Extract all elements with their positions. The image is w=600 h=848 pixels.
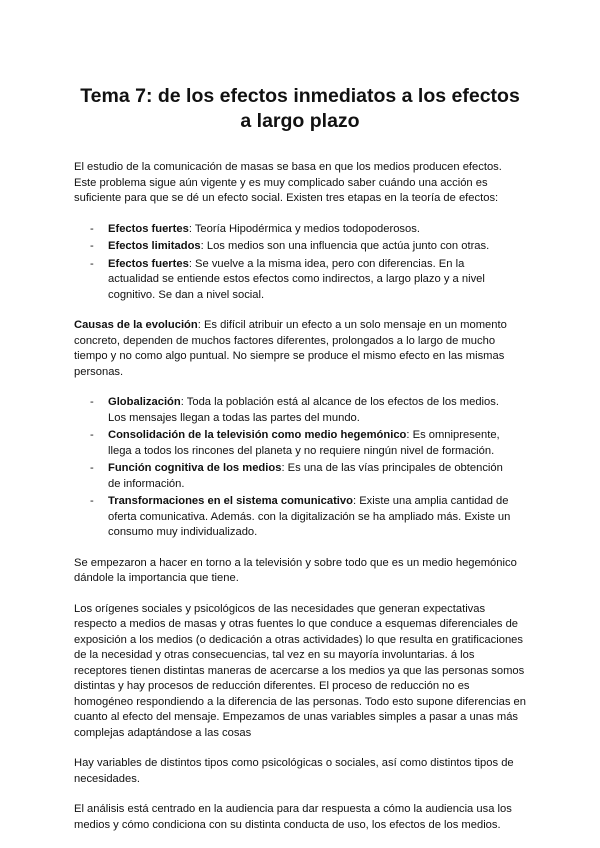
causes-paragraph	[74, 318, 526, 380]
bullet-dash: -	[90, 429, 94, 441]
causes-term: Causas de la evolución	[74, 319, 198, 331]
stages-list	[74, 222, 526, 304]
list-item-term: Transformaciones en el sistema comunicativo	[108, 495, 353, 507]
causes-list	[74, 395, 526, 541]
body-paragraph: Hay variables de distintos tipos como psicológicas o sociales, así como distintos tipos de necesidades.	[74, 757, 514, 785]
bullet-dash: -	[90, 396, 94, 408]
body-paragraph: El análisis está centrado en la audiencia para dar respuesta a cómo la audiencia usa los medios y cómo condiciona con su distinta conducta de uso, los efectos de los medios.	[74, 803, 512, 831]
list-item-text: : Se vuelve a la misma idea, pero con diferencias. En la actualidad se entiende estos efectos como indirectos, a largo plazo y a nivel cognitivo. Se dan a nivel social.	[108, 257, 485, 301]
list-item-term: Consolidación de la televisión como medio hegemónico	[108, 429, 407, 441]
bullet-dash: -	[90, 462, 94, 474]
list-item-text: : Es omnipresente, llega a todos los rincones del planeta y no requiere ningún nivel de formación.	[108, 429, 500, 457]
bullet-dash: -	[90, 222, 94, 235]
bullet-dash: -	[90, 495, 94, 507]
list-item-text: : Teoría Hipodérmica y medios todopoderosos.	[188, 222, 420, 235]
list-item-text: : Existe una amplia cantidad de oferta comunicativa. Además. con la digitalización se ha ampliado más. Existe un consumo muy individualizado.	[108, 495, 511, 538]
list-item	[90, 239, 516, 255]
intro-paragraph: El estudio de la comunicación de masas se basa en que los medios producen efectos. Este problema sigue aún vigente y es muy complicado saber cuándo una acción es suficiente para que se dé un efecto social. Existen tres etapas en la teoría de efectos:	[74, 161, 502, 204]
list-item	[90, 395, 516, 426]
list-item-term: Efectos fuertes	[108, 222, 189, 235]
list-item-term: Globalización	[108, 396, 181, 408]
bullet-dash: -	[90, 240, 94, 252]
list-item-term: Efectos limitados	[108, 240, 201, 252]
list-item	[90, 428, 516, 459]
body-paragraph: Los orígenes sociales y psicológicos de las necesidades que generan expectativas respecto a medios de masas y otras fuentes lo que conduce a esquemas diferenciales de exposición a los medios (o dedicación a otras actividades) lo que resulta en gratificaciones de la necesidad y otras consecuencias, tal vez en su mayoría involuntarias. á los receptores tienen distintas maneras de acercarse a los medios ya que las personas somos distintas y hay procesos de reducción diferentes. El proceso de reducción no es homogéneo respondiendo a la diferencia de las personas. Todo esto supone diferencias en cuanto al efecto del mensaje. Empezamos de unas variables simples a pasar a unas más complejas adaptándose a las cosas	[74, 602, 526, 739]
list-item-text: : Es una de las vías principales de obtención de información.	[108, 462, 503, 490]
body-paragraph: Se empezaron a hacer en torno a la televisión y sobre todo que es un medio hegemónico dándole la importancia que tiene.	[74, 556, 517, 584]
list-item-term: Función cognitiva de los medios	[108, 462, 282, 474]
list-item	[90, 461, 516, 492]
list-item	[90, 494, 516, 541]
list-item	[90, 222, 516, 238]
list-item-term: Efectos fuertes	[108, 257, 189, 270]
causes-text: : Es difícil atribuir un efecto a un solo mensaje en un momento concreto, dependen de muchos factores diferentes, prolongados a lo largo de mucho tiempo y no como algo puntual. No siempre se produce el mismo efecto en las mismas personas.	[74, 319, 507, 378]
list-item-text: : Los medios son una influencia que actúa junto con otras.	[200, 240, 490, 252]
list-item-text: : Toda la población está al alcance de los efectos de los medios. Los mensajes llegan a todas las partes del mundo.	[108, 396, 499, 424]
page-title: Tema 7: de los efectos inmediatos a los efectos a largo plazo	[80, 85, 520, 132]
list-item	[90, 257, 516, 304]
bullet-dash: -	[90, 257, 94, 270]
